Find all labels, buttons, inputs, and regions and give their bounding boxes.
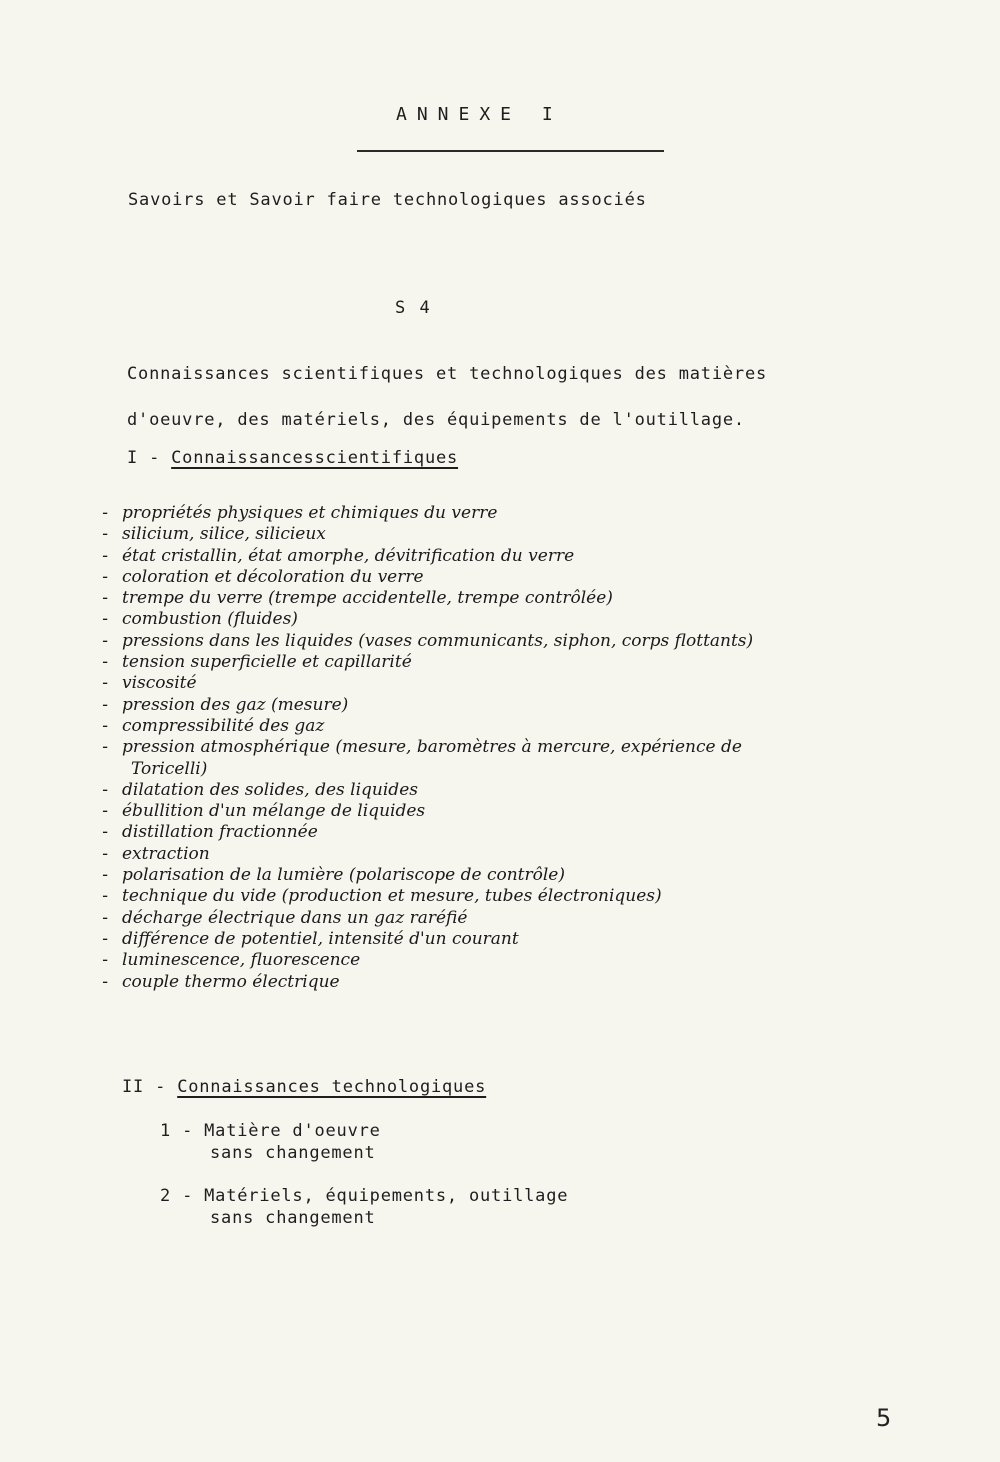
part1-heading <box>127 448 458 468</box>
section-description-line: Connaissances scientifiques et technologiques des matières <box>127 364 768 384</box>
subsection-materiels <box>160 1185 568 1229</box>
list-item: - compressibilité des gaz <box>100 715 325 736</box>
list-item: - pression des gaz (mesure) <box>100 694 349 715</box>
section-code: S 4 <box>395 298 432 318</box>
list-item: - pressions dans les liquides (vases communicants, siphon, corps flottants) <box>100 630 754 651</box>
list-item: - extraction <box>100 843 210 864</box>
list-item: - coloration et décoloration du verre <box>100 566 424 587</box>
list-item: - polarisation de la lumière (polariscope de contrôle) <box>100 865 565 886</box>
list-item: - couple thermo électrique <box>100 971 340 992</box>
part2-heading <box>122 1077 486 1097</box>
subsection-note: sans changement <box>210 1208 376 1228</box>
list-item: - combustion (fluides) <box>100 609 298 630</box>
part2-number: II - <box>122 1077 178 1097</box>
list-item: - décharge électrique dans un gaz raréfié <box>100 907 468 928</box>
list-item: - propriétés physiques et chimiques du verre <box>100 503 498 523</box>
list-item: - trempe du verre (trempe accidentelle, trempe contrôlée) <box>100 588 613 609</box>
list-item: - dilatation des solides, des liquides <box>100 779 418 800</box>
list-item: - tension superficielle et capillarité <box>100 652 412 673</box>
list-item: - luminescence, fluorescence <box>100 950 361 971</box>
list-item: - silicium, silice, silicieux <box>100 524 326 545</box>
section-description-line: d'oeuvre, des matériels, des équipements de l'outillage. <box>127 410 745 430</box>
list-item-continuation: Toricelli) <box>131 758 208 779</box>
list-item: - viscosité <box>100 673 197 694</box>
subtitle: Savoirs et Savoir faire technologiques associés <box>128 190 647 210</box>
part2-heading-text: Connaissances technologiques <box>177 1077 487 1097</box>
title-underline <box>357 150 664 152</box>
subsection-note: sans changement <box>210 1143 376 1163</box>
subsection-title: 2 - Matériels, équipements, outillage <box>160 1186 569 1206</box>
scientific-knowledge-list <box>100 503 753 993</box>
part1-number: I - <box>127 448 172 468</box>
section-description <box>127 340 887 455</box>
list-item: - technique du vide (production et mesure, tubes électroniques) <box>100 886 662 907</box>
list-item: - ébullition d'un mélange de liquides <box>100 801 426 822</box>
annex-title: ANNEXE I <box>396 104 563 125</box>
list-item: - distillation fractionnée <box>100 822 318 843</box>
page-number: 5 <box>876 1404 892 1432</box>
list-item: - pression atmosphérique (mesure, baromètres à mercure, expérience de <box>100 737 742 758</box>
subsection-matiere <box>160 1120 381 1164</box>
subsection-title: 1 - Matière d'oeuvre <box>160 1121 381 1141</box>
part1-heading-text: Connaissancesscientifiques <box>171 448 459 468</box>
list-item: - état cristallin, état amorphe, dévitrification du verre <box>100 545 575 566</box>
list-item: - différence de potentiel, intensité d'un courant <box>100 928 519 949</box>
